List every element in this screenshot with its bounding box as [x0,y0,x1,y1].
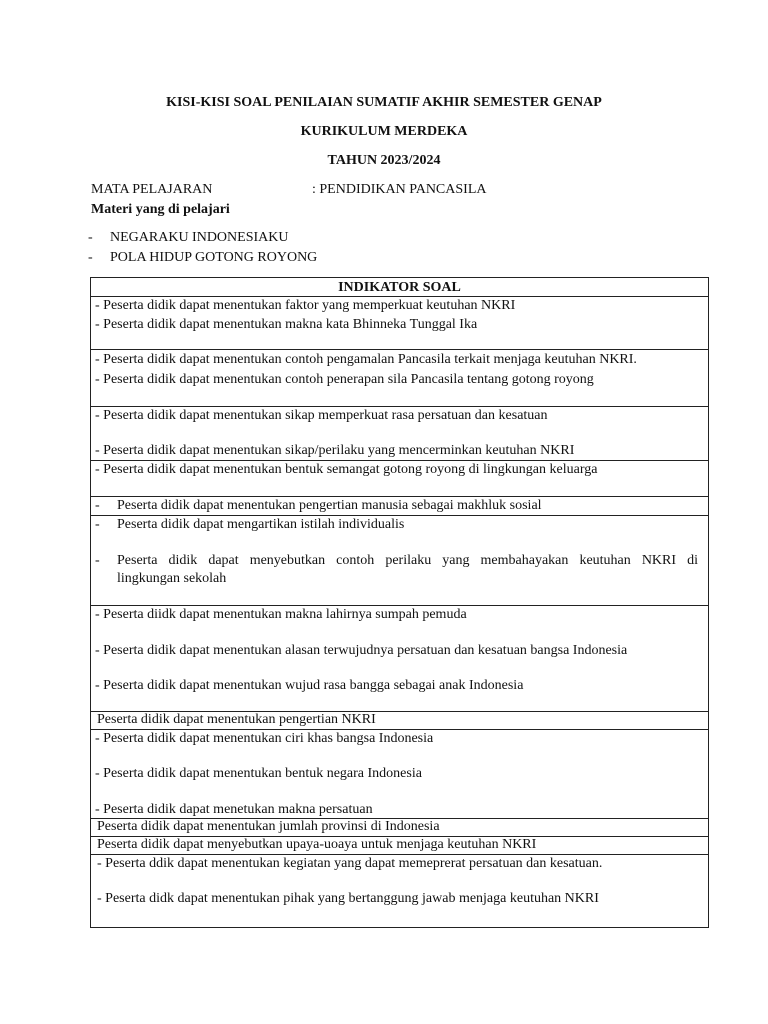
materi-bullet-1: - [88,230,93,245]
materi-item-1: NEGARAKU INDONESIAKU [110,230,289,245]
document-title-2: KURIKULUM MERDEKA [300,124,468,139]
table-row [91,819,708,837]
indikator-text: - Peserta didik dapat menentukan makna kata Bhinneka Tunggal Ika [95,317,478,332]
indikator-text: - Peserta didik dapat menentukan ciri khas bangsa Indonesia [95,731,434,746]
indikator-text: - Peserta diidk dapat menentukan makna lahirnya sumpah pemuda [95,607,467,622]
bullet: - [95,553,100,568]
indikator-text: Peserta didik dapat menentukan pengertian manusia sebagai makhluk sosial [117,498,542,513]
indikator-text: Peserta didik dapat menyebutkan upaya-uoaya untuk menjaga keutuhan NKRI [97,837,537,852]
subject-value: : PENDIDIKAN PANCASILA [312,182,487,197]
indikator-text: Peserta didik dapat menentukan pengertian NKRI [97,712,376,727]
bullet: - [95,517,100,532]
indikator-text: - Peserta didik dapat menentukan alasan terwujudnya persatuan dan kesatuan bangsa Indonesia [95,643,628,658]
subject-label: MATA PELAJARAN [91,182,213,197]
bullet: - [95,498,100,513]
document-title-1: KISI-KISI SOAL PENILAIAN SUMATIF AKHIR SEMESTER GENAP [166,95,602,110]
indikator-text: - Peserta ddik dapat menentukan kegiatan yang dapat memeprerat persatuan dan kesatuan. [97,856,603,871]
table-row [91,497,708,516]
table-row [91,837,708,855]
table-row [91,297,708,350]
indikator-text: - Peserta didik dapat menetukan makna persatuan [95,802,373,817]
indikator-text: - Peserta didk dapat menentukan pihak yang bertanggung jawab menjaga keutuhan NKRI [97,891,599,906]
indikator-text: Peserta didik dapat menyebutkan contoh perilaku yang membahayakan keutuhan NKRI di [117,553,698,568]
table-header [91,278,708,297]
indikator-text: - Peserta didik dapat menentukan sikap/perilaku yang mencerminkan keutuhan NKRI [95,443,575,458]
table-header-label: INDIKATOR SOAL [338,280,461,295]
materi-item-2: POLA HIDUP GOTONG ROYONG [110,250,318,265]
table-row [91,712,708,730]
indikator-text: Peserta didik dapat menentukan jumlah provinsi di Indonesia [97,819,440,834]
table-row [91,606,708,712]
indikator-text: Peserta didik dapat mengartikan istilah individualis [117,517,405,532]
indikator-text: - Peserta didik dapat menentukan bentuk negara Indonesia [95,766,422,781]
indikator-text: - Peserta didik dapat menentukan contoh pengamalan Pancasila terkait menjaga keutuhan NKRI. [95,352,637,367]
table-row [91,516,708,606]
document-title-3: TAHUN 2023/2024 [327,153,441,168]
table-row [91,855,708,928]
table-row [91,461,708,497]
table-row [91,407,708,461]
indikator-table [90,277,709,928]
indikator-text-continuation: lingkungan sekolah [117,571,227,586]
table-row [91,730,708,819]
indikator-text: - Peserta didik dapat menentukan sikap memperkuat rasa persatuan dan kesatuan [95,408,548,423]
materi-label: Materi yang di pelajari [91,202,230,217]
indikator-text: - Peserta didik dapat menentukan wujud rasa bangga sebagai anak Indonesia [95,678,524,693]
materi-bullet-2: - [88,250,93,265]
table-row [91,350,708,407]
indikator-text: - Peserta didik dapat menentukan contoh penerapan sila Pancasila tentang gotong royong [95,372,594,387]
indikator-text: - Peserta didik dapat menentukan faktor yang memperkuat keutuhan NKRI [95,298,516,313]
indikator-text: - Peserta didik dapat menentukan bentuk semangat gotong royong di lingkungan keluarga [95,462,598,477]
